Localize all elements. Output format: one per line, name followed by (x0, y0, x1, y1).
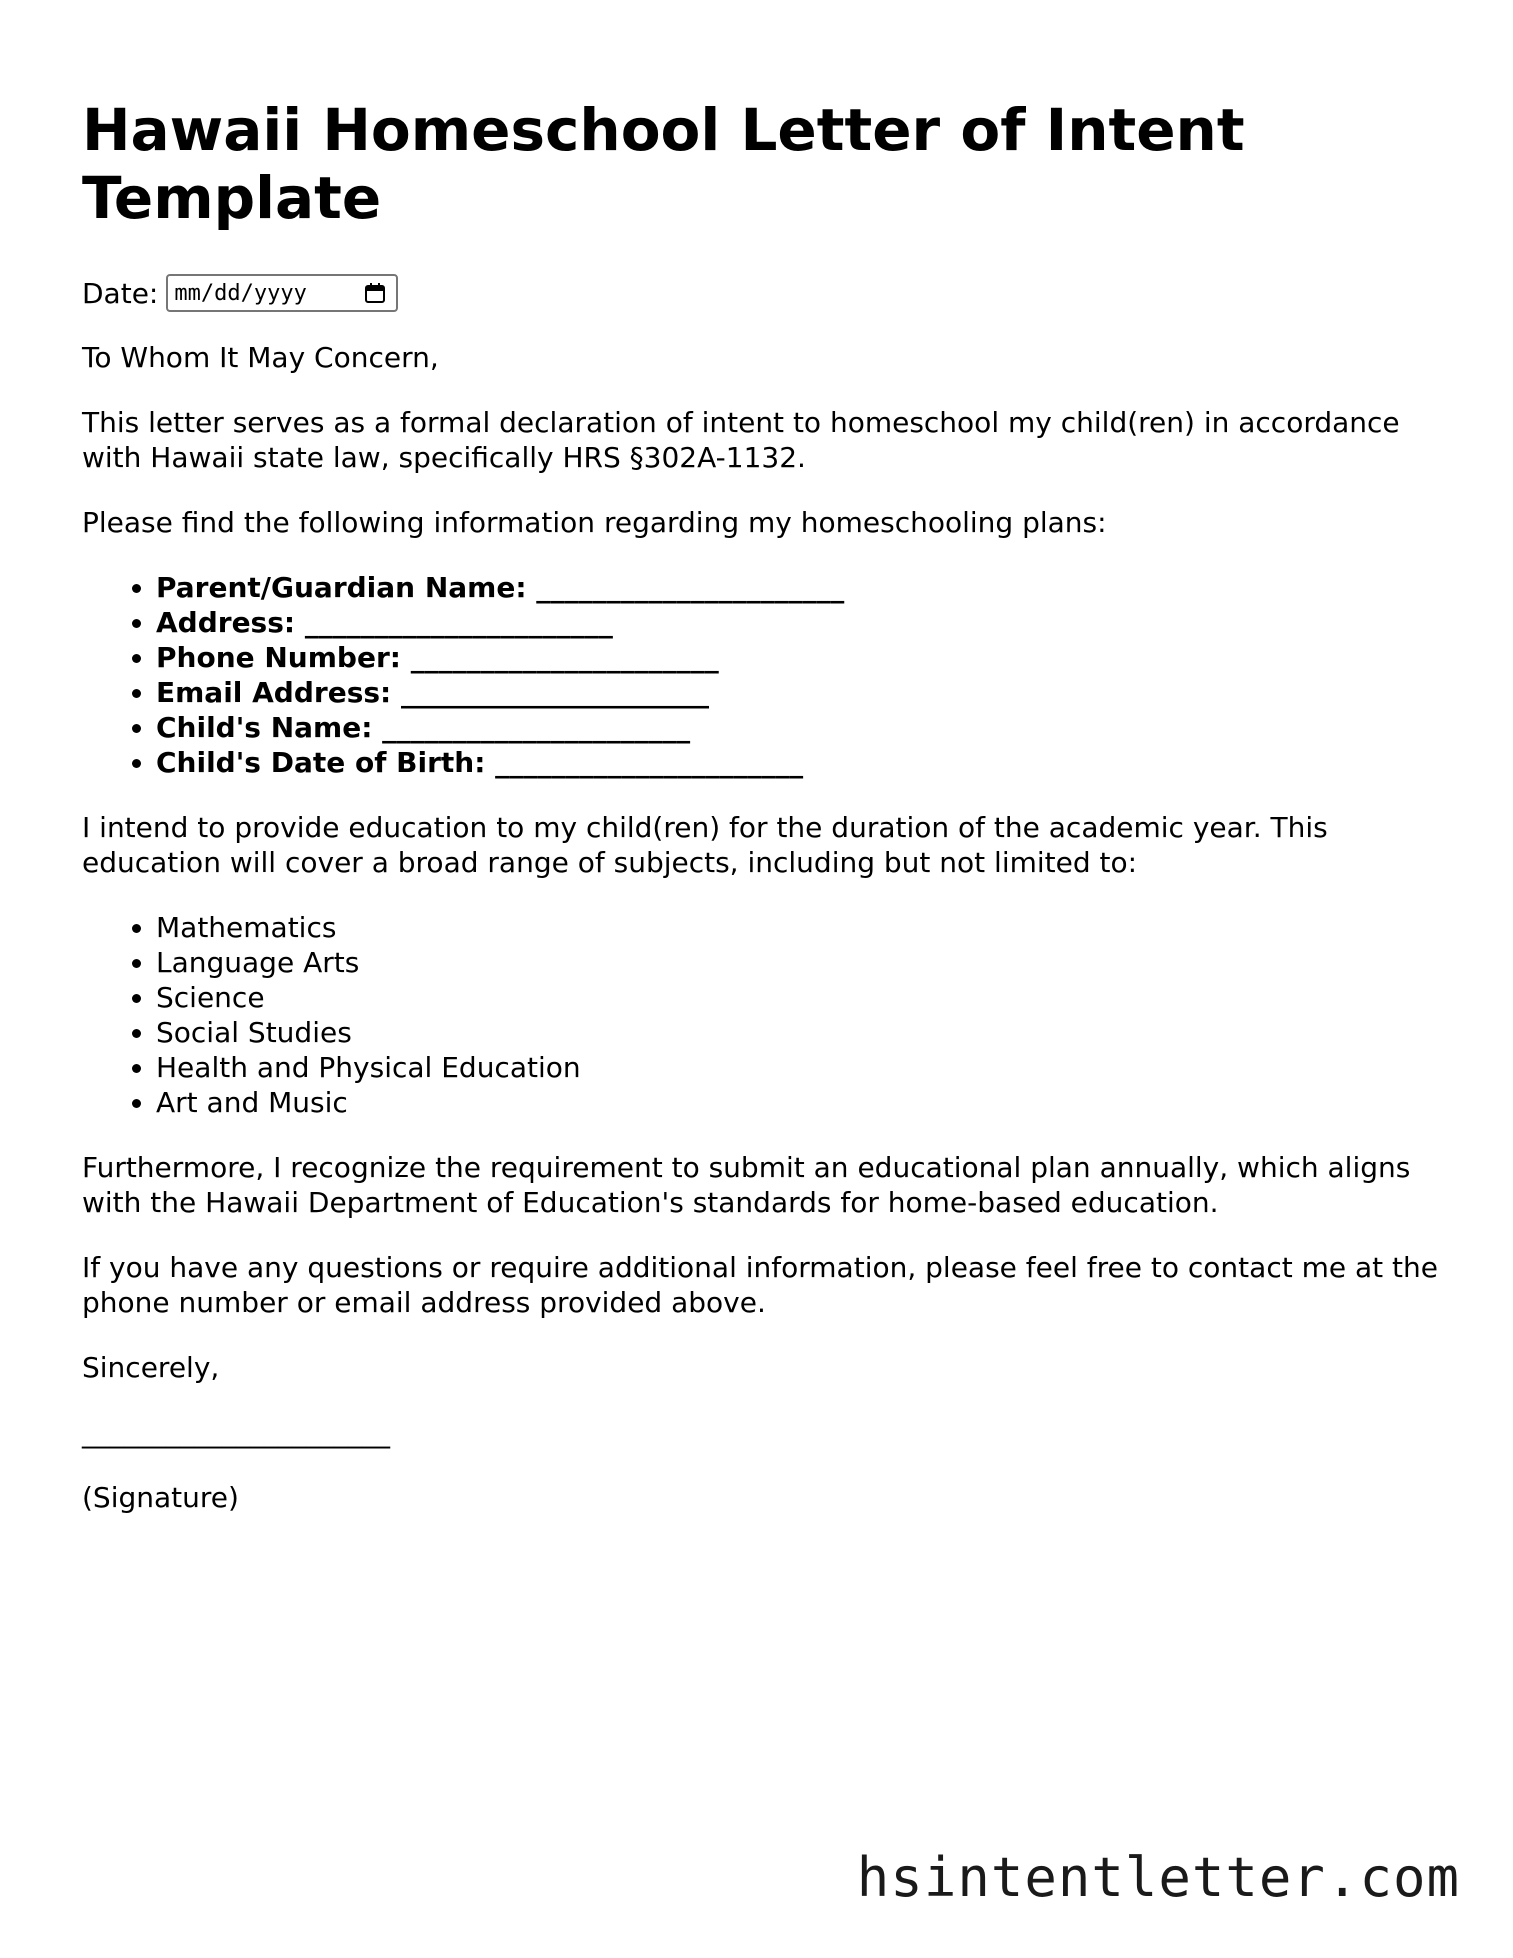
subject-item: • Social Studies (156, 1015, 1442, 1050)
closing: Sincerely, (82, 1351, 220, 1384)
subject-item: • Science (156, 980, 1442, 1015)
subjects-intro: I intend to provide education to my child(ren) for the duration of the academic year. This education will cover a broad range of subjects, including but not limited to: (82, 811, 1328, 879)
signature-line: ______________________ (82, 1416, 390, 1449)
subject-item: • Mathematics (156, 910, 1442, 945)
info-field-list (82, 570, 1442, 780)
calendar-icon[interactable] (364, 282, 386, 304)
field-blank: ______________________ (304, 606, 613, 639)
field-blank: ______________________ (400, 676, 709, 709)
info-field-email (156, 675, 1442, 710)
greeting: To Whom It May Concern, (82, 341, 439, 374)
field-label: Email Address: (156, 676, 392, 709)
field-blank: ______________________ (495, 746, 804, 779)
page-title: Hawaii Homeschool Letter of Intent Template (82, 96, 1245, 232)
field-blank: ______________________ (536, 571, 845, 604)
info-field-child-name (156, 710, 1442, 745)
field-label: Address: (156, 606, 296, 639)
field-label: Phone Number: (156, 641, 401, 674)
field-blank: ______________________ (410, 641, 719, 674)
plan-paragraph: Furthermore, I recognize the requirement to submit an educational plan annually, which aligns with the Hawaii Department of Education's standards for home-based education. (82, 1151, 1411, 1219)
subject-list (82, 910, 1442, 1120)
contact-paragraph: If you have any questions or require additional information, please feel free to contact me at the phone number or email address provided above. (82, 1251, 1438, 1319)
field-label: Child's Date of Birth: (156, 746, 486, 779)
date-placeholder: mm/dd/yyyy (174, 280, 307, 306)
field-label: Parent/Guardian Name: (156, 571, 527, 604)
info-field-parent-name (156, 570, 1442, 605)
info-field-phone (156, 640, 1442, 675)
field-label: Child's Name: (156, 711, 373, 744)
date-row (82, 274, 1442, 312)
site-watermark: hsintentletter.com (856, 1846, 1460, 1909)
info-intro: Please find the following information regarding my homeschooling plans: (82, 506, 1107, 539)
info-field-address (156, 605, 1442, 640)
info-field-child-dob (156, 745, 1442, 780)
subject-item: • Art and Music (156, 1085, 1442, 1120)
date-input[interactable] (166, 274, 398, 312)
intro-paragraph: This letter serves as a formal declaration of intent to homeschool my child(ren) in accordance with Hawaii state law, specifically HRS §302A-1132. (82, 406, 1400, 474)
field-blank: ______________________ (382, 711, 691, 744)
subject-item: • Language Arts (156, 945, 1442, 980)
letter-document (82, 96, 1442, 1545)
signature-label: (Signature) (82, 1481, 239, 1514)
subject-item: • Health and Physical Education (156, 1050, 1442, 1085)
date-label: Date: (82, 276, 159, 310)
